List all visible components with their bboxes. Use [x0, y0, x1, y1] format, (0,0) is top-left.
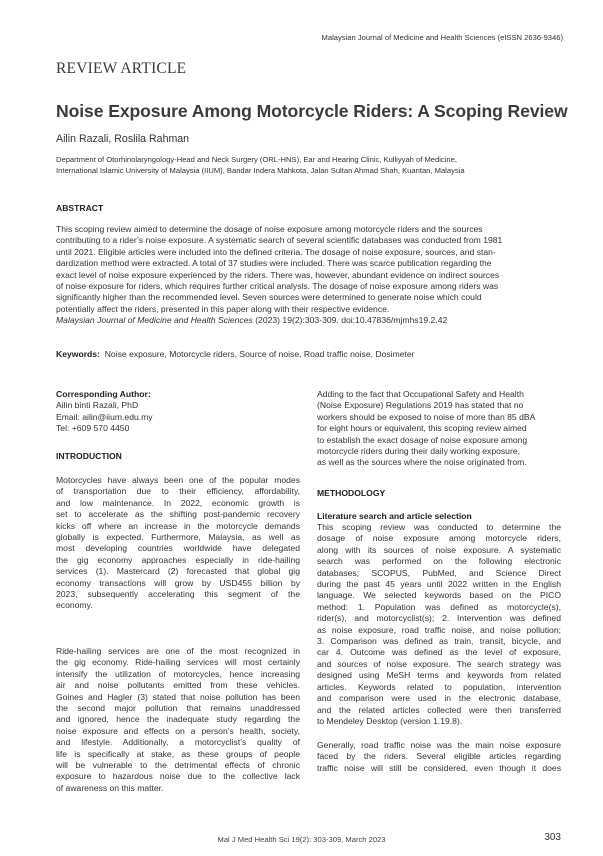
text-line: articles. Keywords related to population, intervention — [317, 681, 561, 692]
text-line: dosage of noise exposure among motorcycle riders, — [317, 533, 561, 544]
methodology-heading: METHODOLOGY — [317, 488, 386, 498]
abstract-line: of noise exposure for riders, which requires further critical analysis. The dosage of noise exposure among riders was — [56, 281, 499, 292]
text-line: the gig economy. Ride-hailing services will most certainly — [56, 657, 300, 668]
text-line: of transportation due to their efficiency, affordability, — [56, 486, 300, 497]
text-line: exposure to hazardous noise due to the collective lack — [56, 771, 300, 782]
text-line: economy transactions will grow by USD455 billion by — [56, 577, 300, 588]
right-intro-paragraph — [317, 389, 561, 469]
article-type: REVIEW ARTICLE — [56, 60, 187, 77]
authors: Ailin Razali, Roslila Rahman — [56, 133, 190, 145]
affiliation — [56, 154, 556, 176]
text-line: Goines and Hagler (3) stated that noise pollution has been — [56, 691, 300, 702]
citation-details: (2023) 19(2):303-309. doi:10.47836/mjmhs19.2.42 — [252, 315, 448, 326]
methodology-paragraph-1 — [317, 522, 561, 727]
text-line: set to accelerate as the shifting post-pandemic recovery — [56, 509, 300, 520]
text-line: most developing countries worldwide have delegated — [56, 543, 300, 554]
text-line: traffic noise will still be considered, even though it does — [317, 762, 561, 773]
text-line: workers should be exposed to noise of more than 85 dBA — [317, 411, 536, 422]
page-number: 303 — [544, 832, 561, 843]
text-line: rider(s), and motorcyclist(s); 2. Intervention was defined — [317, 613, 561, 624]
abstract-heading: ABSTRACT — [56, 203, 104, 213]
text-line: designed using MeSH terms and keywords from related — [317, 670, 561, 681]
text-line: method: 1. Population was defined as motorcycle(s), — [317, 601, 561, 612]
text-line: services (1). Mastercard (2) forecasted that global gig — [56, 566, 300, 577]
introduction-heading: INTRODUCTION — [56, 451, 122, 461]
abstract-line: significantly higher than the recommended level. Seven sources were determined to generate noise which could — [56, 292, 482, 303]
text-line: Generally, road traffic noise was the main noise exposure — [317, 740, 561, 750]
text-line: intensify the utilization of motorcycles, hence increasing — [56, 668, 300, 679]
text-line: kicks off where an increase in the motorcycle demands — [56, 520, 300, 531]
text-line: search was performed on the following electronic — [317, 556, 561, 567]
text-line: will be vulnerable to the detrimental effects of chronic — [56, 760, 300, 771]
text-line: to establish the exact dosage of noise exposure among — [317, 434, 528, 445]
introduction-paragraph-1 — [56, 475, 300, 612]
abstract-line: until 2021. Eligible articles were included into the defined criteria. The dosage of noise exposure, sources, and stan- — [56, 246, 496, 257]
text-line: Adding to the fact that Occupational Safety and Health — [317, 389, 524, 399]
corresponding-tel: Tel: +609 570 4450 — [56, 423, 130, 434]
text-line: and comparison were used in the electronic database, — [317, 693, 561, 704]
paper-title: Noise Exposure Among Motorcycle Riders: A Scoping Review — [56, 101, 568, 121]
corresponding-name: Ailin binti Razali, PhD — [56, 400, 139, 411]
text-line: motorcycle riders during their daily working exposure, — [317, 446, 520, 457]
text-line: Ride-hailing services are one of the most recognized in — [56, 646, 300, 656]
keywords-text: Noise exposure, Motorcycle riders, Source of noise, Road traffic noise, Dosimeter — [104, 349, 415, 359]
abstract-citation — [56, 315, 553, 326]
text-line: This scoping review was conducted to determine the — [317, 522, 561, 532]
text-line: noise exposure and effects on a person’s health, society, — [56, 725, 300, 736]
keywords — [56, 349, 415, 359]
methodology-subheading: Literature search and article selection — [317, 511, 472, 521]
text-line: life is specifically at stake, as these groups of people — [56, 748, 300, 759]
text-line: and the related articles collected were then transferred — [317, 704, 561, 715]
text-line: air and noise pollutants emitted from these vehicles. — [56, 680, 300, 691]
text-line: as well as the sources where the noise originated from. — [317, 457, 527, 468]
affiliation-line: International Islamic University of Malaysia (IIUM), Bandar Indera Mahkota, Jalan Sultan Ahmad Shah, Kuantan, Malaysia — [56, 166, 465, 175]
text-line: to Mendeley Desktop (version 1.19.8). — [317, 715, 463, 726]
abstract-line: potentially affect the riders, presented in this paper along with their respective evidence. — [56, 303, 390, 314]
journal-header: Malaysian Journal of Medicine and Health Sciences (eISSN 2636-9346) — [321, 33, 563, 42]
text-line: and lifestyle. Additionally, a motorcyclist’s quality of — [56, 737, 300, 748]
text-line: for eight hours or equivalent, this scoping review aimed — [317, 423, 527, 434]
text-line: 2023, subsequently accelerating this segment of the — [56, 589, 300, 600]
citation-journal: Malaysian Journal of Medicine and Health Sciences — [56, 315, 253, 326]
text-line: the second major pollution that remains unaddressed — [56, 703, 300, 714]
text-line: globally is expected. Furthermore, Malaysia, as well as — [56, 532, 300, 543]
text-line: Motorcycles have always been one of the popular modes — [56, 475, 300, 485]
keywords-label: Keywords: — [56, 349, 100, 359]
text-line: during the past 45 years until 2022 written in the English — [317, 579, 561, 590]
text-line: along with its sources of noise exposure. A systematic — [317, 544, 561, 555]
abstract-body — [56, 224, 553, 327]
text-line: and low maintenance. In 2022, economic growth is — [56, 497, 300, 508]
text-line: 3. Comparison was defined as train, transit, bicycle, and — [317, 636, 561, 647]
text-line: car 4. Outcome was defined as the level of exposure, — [317, 647, 561, 658]
text-line: language. We selected keywords based on the PICO — [317, 590, 561, 601]
affiliation-line: Department of Otorhinolaryngology-Head and Neck Surgery (ORL-HNS), Ear and Hearing Clinic, Kulliyyah of Medicine, — [56, 155, 457, 164]
abstract-line: exact level of noise exposure experienced by the riders. There was, however, abundant evidence on indirect sources — [56, 269, 500, 280]
text-line: databases; SCOPUS, PubMed, and Science Direct — [317, 567, 561, 578]
abstract-line: dardization method were extracted. A total of 37 studies were included. There was scarce publication regarding the — [56, 258, 492, 269]
text-line: as noise exposure, road traffic noise, and noise pollution; — [317, 624, 561, 635]
abstract-line: This scoping review aimed to determine the dosage of noise exposure among motorcycle riders and the sources — [56, 224, 483, 234]
text-line: economy. — [56, 600, 93, 611]
abstract-line: contributing to a rider’s noise exposure. A systematic search of several scientific databases was conducted from 1981 — [56, 235, 503, 246]
corresponding-author — [56, 389, 300, 435]
text-line: (Noise Exposure) Regulations 2019 has stated that no — [317, 400, 524, 411]
corresponding-email[interactable]: Email: ailin@iium.edu.my — [56, 411, 153, 422]
text-line: of awareness on this matter. — [56, 782, 164, 793]
page-footer: Mal J Med Health Sci 19(2): 303-309, March 2023 — [217, 835, 386, 844]
corresponding-heading: Corresponding Author: — [56, 389, 151, 399]
text-line: and sources of noise exposure. The search strategy was — [317, 658, 561, 669]
text-line: and ignored, hence the inadequate study regarding the — [56, 714, 300, 725]
methodology-paragraph-2 — [317, 740, 561, 774]
introduction-paragraph-2 — [56, 646, 300, 794]
text-line: faced by the riders. Several eligible articles regarding — [317, 751, 561, 762]
text-line: the gig economy approaches especially in ride-hailing — [56, 554, 300, 565]
